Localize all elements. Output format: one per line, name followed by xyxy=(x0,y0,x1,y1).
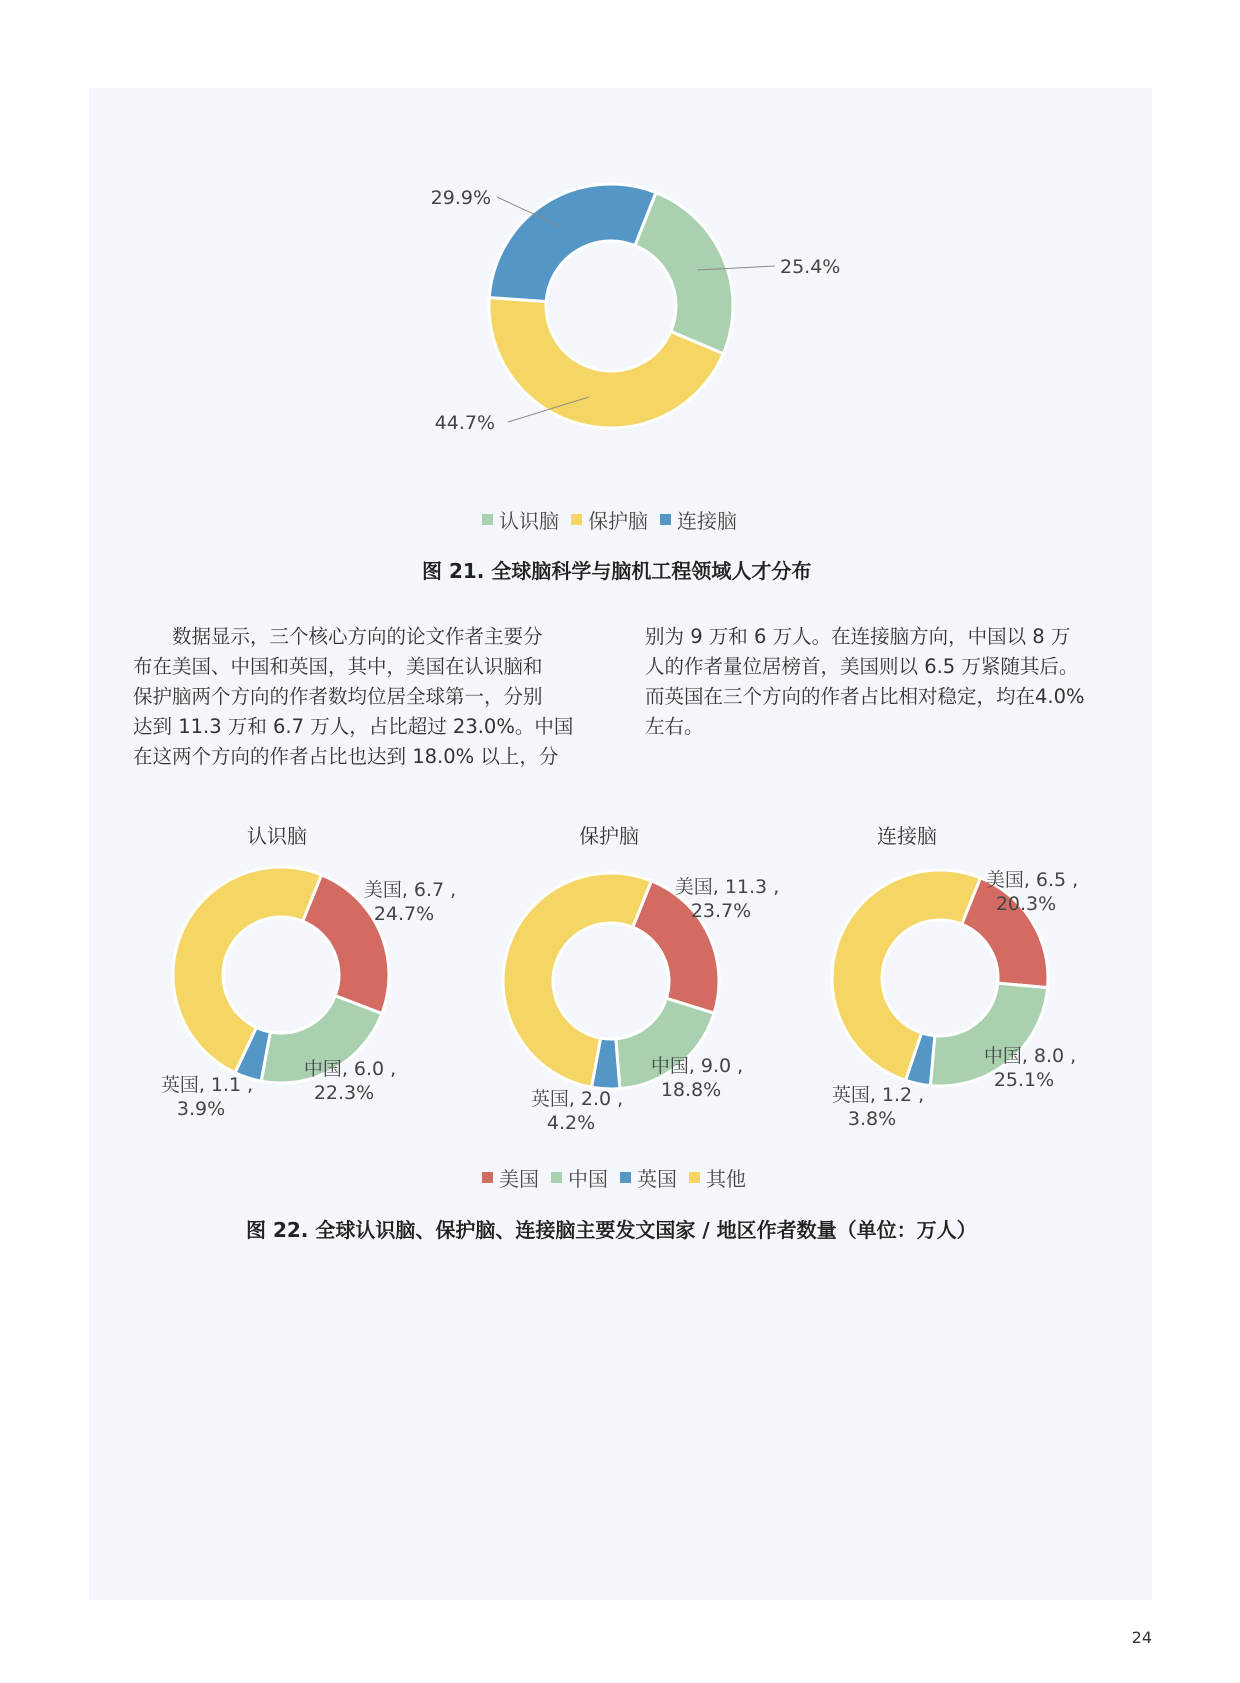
legend2-item-text-2: 英国 xyxy=(637,1167,677,1191)
donut2-label-0-line1: 美国, 6.5 , xyxy=(985,869,1079,891)
col1-line-4: 在这两个方向的作者占比也达到 18.0% 以上，分 xyxy=(133,745,559,768)
legend1-item-text-2: 连接脑 xyxy=(677,509,737,533)
legend1-item-text-0: 认识脑 xyxy=(499,509,559,533)
legend1-item-swatch-0 xyxy=(482,514,493,525)
data-label-0: 25.4% xyxy=(780,256,841,278)
col1-line-2: 保护脑两个方向的作者数均位居全球第一，分别 xyxy=(133,685,543,708)
legend2-item-2 xyxy=(620,1163,677,1192)
donut1-label-0-line2: 23.7% xyxy=(690,900,752,922)
legend2-item-swatch-0 xyxy=(482,1172,493,1183)
chart-title-0: 认识脑 xyxy=(247,824,307,848)
data-label-1: 44.7% xyxy=(434,412,495,434)
donut1-label-2-line2: 4.2% xyxy=(546,1112,596,1134)
legend1-item-1 xyxy=(571,505,648,534)
legend1-item-swatch-2 xyxy=(660,514,671,525)
donut2-label-2-line2: 3.8% xyxy=(847,1108,897,1130)
col1-line-0: 数据显示，三个核心方向的论文作者主要分 xyxy=(133,625,543,648)
col2-line-3: 左右。 xyxy=(645,715,704,738)
donut2-label-1-line2: 25.1% xyxy=(993,1069,1055,1091)
donut0-label-1-line1: 中国, 6.0 , xyxy=(303,1058,397,1080)
chart-recognize-brain xyxy=(0,800,1240,1160)
donut0-label-2-line2: 3.9% xyxy=(176,1098,226,1120)
legend2-item-swatch-2 xyxy=(620,1172,631,1183)
legend2-item-0 xyxy=(482,1163,539,1192)
legend-directions xyxy=(482,505,737,534)
legend2-item-text-0: 美国 xyxy=(499,1167,539,1191)
donut1-label-1-line1: 中国, 9.0 , xyxy=(650,1055,744,1077)
donut1-label-2-line1: 英国, 2.0 , xyxy=(530,1088,624,1110)
donut0-label-1-line2: 22.3% xyxy=(313,1082,375,1104)
legend2-item-1 xyxy=(551,1163,608,1192)
donut2-label-0-line2: 20.3% xyxy=(995,893,1057,915)
legend2-item-text-1: 中国 xyxy=(568,1167,608,1191)
paragraph-column-1 xyxy=(133,622,588,772)
col1-line-3: 达到 11.3 万和 6.7 万人，占比超过 23.0%。中国 xyxy=(133,715,574,738)
legend1-item-text-1: 保护脑 xyxy=(588,509,648,533)
donut0-label-2-line1: 英国, 1.1 , xyxy=(160,1074,254,1096)
legend1-item-2 xyxy=(660,505,737,534)
legend2-item-text-3: 其他 xyxy=(706,1167,746,1191)
donut1-label-1-line2: 18.8% xyxy=(660,1079,722,1101)
chart-title-1: 保护脑 xyxy=(579,824,639,848)
paragraph-column-2 xyxy=(645,622,1100,742)
caption-figure-21: 图 21. 全球脑科学与脑机工程领域人才分布 xyxy=(422,559,812,583)
col2-line-1: 人的作者量位居榜首，美国则以 6.5 万紧随其后。 xyxy=(645,655,1079,678)
direction-slice-0 xyxy=(635,193,733,354)
legend2-item-swatch-1 xyxy=(551,1172,562,1183)
col1-line-1: 布在美国、中国和英国，其中，美国在认识脑和 xyxy=(133,655,543,678)
donut0-label-0-line1: 美国, 6.7 , xyxy=(363,879,457,901)
chart-talent-distribution xyxy=(0,0,1240,520)
data-label-2: 29.9% xyxy=(430,187,491,209)
caption-figure-22: 图 22. 全球认识脑、保护脑、连接脑主要发文国家 / 地区作者数量（单位：万人） xyxy=(246,1218,977,1242)
col2-line-2: 而英国在三个方向的作者占比相对稳定，均在4.0% xyxy=(645,685,1085,708)
legend1-item-swatch-1 xyxy=(571,514,582,525)
donut2-label-1-line1: 中国, 8.0 , xyxy=(983,1045,1077,1067)
donut1-label-0-line1: 美国, 11.3 , xyxy=(674,876,780,898)
legend1-item-0 xyxy=(482,505,559,534)
donut0-label-0-line2: 24.7% xyxy=(373,903,435,925)
col2-line-0: 别为 9 万和 6 万人。在连接脑方向，中国以 8 万 xyxy=(645,625,1071,648)
chart-title-2: 连接脑 xyxy=(877,824,937,848)
legend2-item-3 xyxy=(689,1163,746,1192)
page-number: 24 xyxy=(1131,1628,1152,1647)
direction-slice-2 xyxy=(489,184,656,302)
donut2-label-2-line1: 英国, 1.2 , xyxy=(831,1084,925,1106)
legend2-item-swatch-3 xyxy=(689,1172,700,1183)
legend-countries xyxy=(482,1163,746,1192)
